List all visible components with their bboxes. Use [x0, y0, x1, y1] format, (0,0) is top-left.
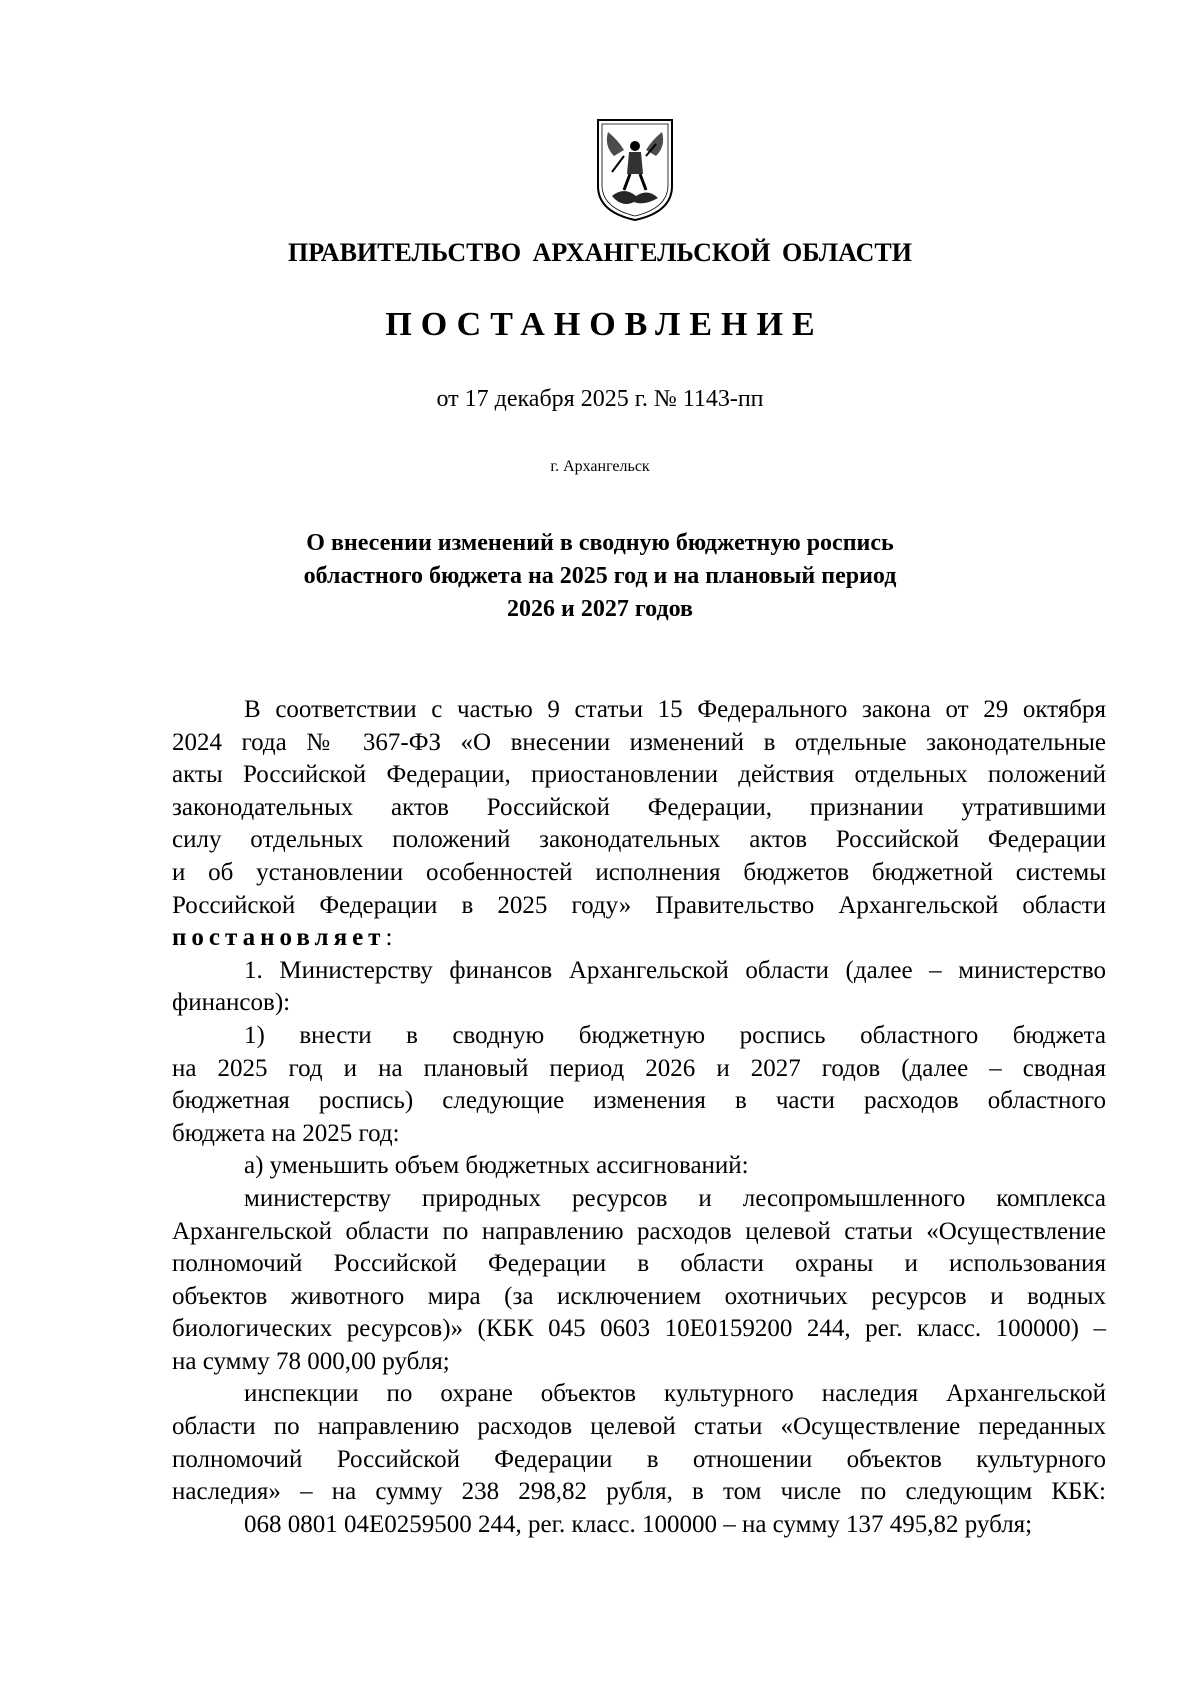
body-line: силу отдельных положений законодательных актов Российской Федерации — [172, 826, 1106, 854]
body-line: полномочий Российской Федерации в области охраны и использования — [172, 1250, 1106, 1278]
title-line: областного бюджета на 2025 год и на плановый период — [303, 563, 897, 589]
body-line: полномочий Российской Федерации в отношении объектов культурного — [172, 1445, 1106, 1473]
body-line: на сумму 78 000,00 рубля; — [172, 1347, 450, 1375]
city: г. Архангельск — [550, 458, 650, 475]
body-line: на 2025 год и на плановый период 2026 и 2027 годов (далее – сводная — [172, 1054, 1106, 1082]
body-line: бюджета на 2025 год: — [172, 1119, 400, 1147]
document-type: ПОСТАНОВЛЕНИЕ — [385, 306, 824, 343]
body-line: а) уменьшить объем бюджетных ассигнований: — [244, 1152, 749, 1180]
body-line: наследия» – на сумму 238 298,82 рубля, в том числе по следующим КБК: — [172, 1478, 1106, 1506]
body-line: финансов): — [172, 989, 291, 1017]
decree-line — [172, 922, 1106, 955]
body-line: В соответствии с частью 9 статьи 15 Федерального закона от 29 октября — [244, 696, 1106, 723]
body-line: биологических ресурсов)» (КБК 045 0603 10Е0159200 244, рег. класс. 100000) – — [172, 1315, 1106, 1343]
body-line: бюджетная роспись) следующие изменения в части расходов областного — [172, 1087, 1106, 1115]
date-and-number: от 17 декабря 2025 г. № 1143-пп — [436, 386, 764, 412]
document-title — [0, 527, 1200, 626]
body-line: 1. Министерству финансов Архангельской области (далее – министерство — [244, 956, 1106, 984]
title-line: 2026 и 2027 годов — [507, 596, 693, 622]
body-line: министерству природных ресурсов и лесопромышленного комплекса — [244, 1184, 1106, 1212]
body-line: области по направлению расходов целевой статьи «Осуществление переданных — [172, 1413, 1106, 1441]
body-line: акты Российской Федерации, приостановлении действия отдельных положений — [172, 761, 1106, 789]
body-line: 068 0801 04Е0259500 244, рег. класс. 100000 – на сумму 137 495,82 рубля; — [244, 1510, 1033, 1538]
body-line: объектов животного мира (за исключением охотничьих ресурсов и водных — [172, 1282, 1106, 1310]
body-line: инспекции по охране объектов культурного наследия Архангельской — [244, 1380, 1106, 1408]
coat-of-arms-emblem-icon — [594, 116, 676, 224]
body-line: законодательных актов Российской Федерации, признании утратившими — [172, 793, 1106, 821]
title-line: О внесении изменений в сводную бюджетную роспись — [306, 530, 894, 556]
decree-word: постановляет — [172, 924, 386, 952]
body-line: и об установлении особенностей исполнения бюджетов бюджетной системы — [172, 858, 1106, 886]
body-line: Архангельской области по направлению расходов целевой статьи «Осуществление — [172, 1217, 1106, 1245]
decree-colon: : — [385, 924, 393, 952]
body-line: 1) внести в сводную бюджетную роспись областного бюджета — [244, 1021, 1106, 1049]
organization-name: ПРАВИТЕЛЬСТВО АРХАНГЕЛЬСКОЙ ОБЛАСТИ — [288, 238, 912, 267]
body-line: Российской Федерации в 2025 году» Правительство Архангельской области — [172, 891, 1106, 919]
body-line: 2024 года № 367-ФЗ «О внесении изменений в отдельные законодательные — [172, 728, 1106, 756]
document-body — [172, 694, 1106, 1541]
